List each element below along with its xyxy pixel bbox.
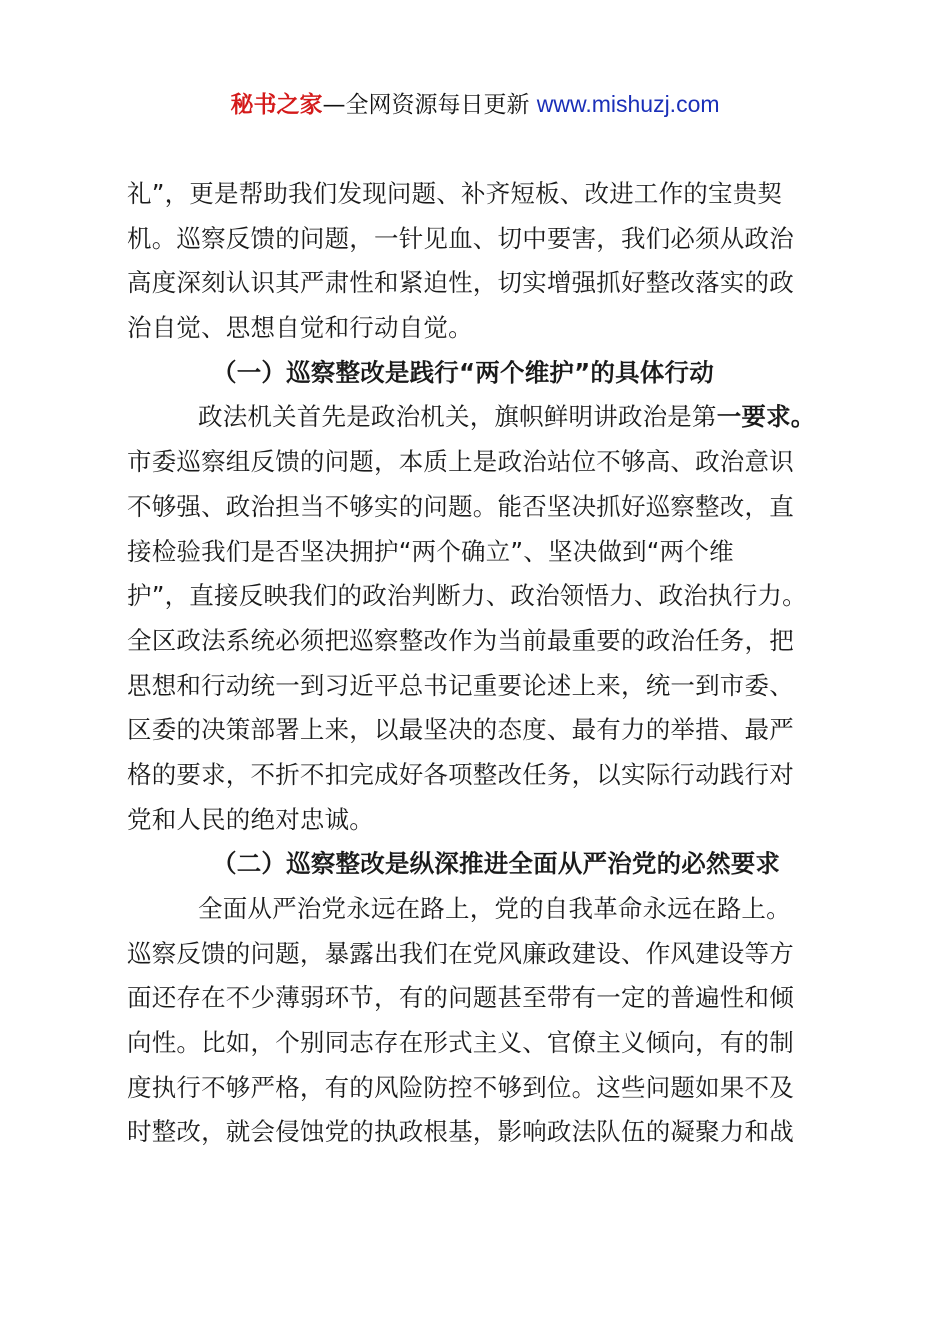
emphasis-text: 一要求。 [716, 402, 816, 432]
paragraph-line: 思想和行动统一到习近平总书记重要论述上来，统一到市委、 [127, 670, 794, 700]
document-body [127, 172, 837, 1155]
paragraph-line: 不够强、政治担当不够实的问题。能否坚决抓好巡察整改，直 [127, 491, 794, 521]
paragraph-line: 机。巡察反馈的问题，一针见血、切中要害，我们必须从政治 [127, 223, 794, 253]
paragraph-line: 礼”，更是帮助我们发现问题、补齐短板、改进工作的宝贵契 [127, 179, 783, 208]
paragraph-line: 面还存在不少薄弱环节，有的问题甚至带有一定的普遍性和倾 [127, 983, 794, 1013]
brand-name: 秘书之家 [230, 92, 323, 118]
paragraph-line: 向性。比如，个别同志存在形式主义、官僚主义倾向，有的制 [127, 1028, 794, 1058]
paragraph-line: 区委的决策部署上来，以最坚决的态度、最有力的举措、最严 [127, 715, 794, 745]
paragraph-line: 高度深刻认识其严肃性和紧迫性，切实增强抓好整改落实的政 [127, 268, 794, 298]
paragraph-line: 治自觉、思想自觉和行动自觉。 [127, 313, 473, 343]
site-url-link[interactable]: www.mishuzj.com [536, 91, 720, 117]
section-heading-2: （二）巡察整改是纵深推进全面从严治党的必然要求 [212, 849, 781, 879]
paragraph-line: 度执行不够严格，有的风险防控不够到位。这些问题如果不及 [127, 1072, 794, 1102]
paragraph-line: 接检验我们是否坚决拥护“两个确立”、坚决做到“两个维 [127, 536, 734, 566]
paragraph-line: 时整改，就会侵蚀党的执政根基，影响政法队伍的凝聚力和战 [127, 1117, 794, 1147]
paragraph-line: 市委巡察组反馈的问题，本质上是政治站位不够高、政治意识 [127, 447, 794, 477]
paragraph-line: 格的要求，不折不扣完成好各项整改任务，以实际行动践行对 [127, 759, 794, 789]
paragraph-first-line [127, 395, 837, 440]
paragraph-line: 护”，直接反映我们的政治判断力、政治领悟力、政治执行力。 [127, 581, 807, 611]
section-heading-1: （一）巡察整改是践行“两个维护”的具体行动 [212, 357, 714, 387]
page-header [0, 88, 950, 121]
paragraph-line: 全区政法系统必须把巡察整改作为当前最重要的政治任务，把 [127, 625, 794, 655]
header-tagline: —全网资源每日更新 [322, 92, 537, 118]
paragraph-first-line: 全面从严治党永远在路上，党的自我革命永远在路上。 [198, 894, 791, 923]
paragraph-line: 巡察反馈的问题，暴露出我们在党风廉政建设、作风建设等方 [127, 938, 794, 968]
paragraph-text: 政法机关首先是政治机关，旗帜鲜明讲政治是第 [198, 402, 717, 432]
paragraph-line: 党和人民的绝对忠诚。 [127, 804, 374, 834]
